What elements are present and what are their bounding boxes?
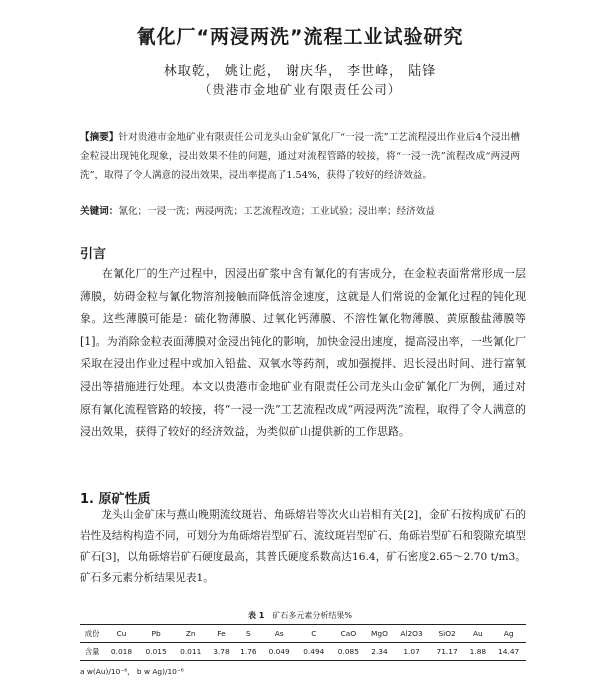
ore-heading: 1. 原矿性质: [80, 492, 151, 507]
table-header-cell: As: [262, 625, 297, 643]
abstract: [80, 128, 520, 185]
table-cell: 0.049: [262, 643, 297, 661]
table-caption: [0, 610, 600, 621]
intro-heading: 引言: [80, 247, 107, 262]
composition-table: [80, 624, 526, 661]
table-cell: 2.34: [366, 643, 394, 661]
keywords-label: 关键词：: [80, 206, 119, 217]
table-cell: 0.011: [173, 643, 208, 661]
affiliation: （贵港市金地矿业有限责任公司）: [198, 82, 402, 97]
table-caption-text: 矿石多元素分析结果: [272, 611, 345, 620]
paper-title: 氰化厂“两浸两洗”流程工业试验研究: [136, 26, 464, 48]
table-cell: 含量: [80, 643, 104, 661]
table-cell: 1.88: [464, 643, 491, 661]
author-list: 林取乾， 姚让彪， 谢庆华， 李世峰， 陆锋: [163, 64, 437, 79]
table-footnote: a w(Au)/10⁻⁶， b w Ag)/10⁻⁶: [80, 667, 184, 676]
table-cell: 3.78: [208, 643, 235, 661]
abstract-label: 【摘要】: [80, 132, 119, 143]
table-cell: 1.76: [235, 643, 262, 661]
keywords-text: 氰化；一浸一洗；两浸两洗；工艺流程改造；工业试验；浸出率；经济效益: [118, 206, 435, 217]
table-header-cell: Au: [464, 625, 491, 643]
table-number: 表 1: [248, 611, 265, 620]
keywords: [80, 205, 520, 219]
table-header-cell: CaO: [331, 625, 366, 643]
table-header-cell: Ag: [491, 625, 526, 643]
table-cell: 0.494: [296, 643, 331, 661]
table-cell: 14.47: [491, 643, 526, 661]
table-header-cell: Pb: [139, 625, 174, 643]
ore-paragraph: 龙头山金矿床与燕山晚期流纹斑岩、角砾熔岩等次火山岩相有关[2]，金矿石按构成矿石的岩性及结构构造不同，可划分为角砾熔岩型矿石、流纹斑岩型矿石、角砾岩型矿石和裂隙充填型矿石[3]，以角砾熔岩矿石硬度最高，其普氏硬度系数高达16.4，矿石密度2.65～2.70 t/m3。矿石多元素分析结果见表1。: [80, 509, 526, 584]
table-header-cell: S: [235, 625, 262, 643]
intro-paragraph: 在氰化厂的生产过程中，因浸出矿浆中含有氰化的有害成分，在金粒表面常常形成一层薄膜，妨碍金粒与氰化物溶剂接触而降低溶金速度，这就是人们常说的金氰化过程的钝化现象。这些薄膜可能是：硫化物薄膜、过氧化钙薄膜、不溶性氰化物薄膜、黄原酸盐薄膜等[1]。为消除金粒表面薄膜对金浸出钝化的影响，加快金浸出速度，提高浸出率，一些氰化厂采取在浸出作业过程中或加入铅盐、双氧水等药剂，或加强搅拌、迟长浸出时间、进行富氧浸出等措施进行处理。本文以贵港市金地矿业有限责任公司龙头山金矿氰化厂为例，通过对原有氰化流程管路的较接，将“一浸一洗”工艺流程改成“两浸两洗”流程，取得了令人满意的浸出效果，获得了较好的经济效益，为类似矿山提供新的工作思路。: [80, 267, 526, 439]
table-header-row: [80, 625, 526, 643]
table-header-cell: Fe: [208, 625, 235, 643]
table-header-cell: 成份: [80, 625, 104, 643]
abstract-text: 针对贵港市金地矿业有限责任公司龙头山金矿氰化厂“一浸一洗”工艺流程浸出作业后4个浸出槽金粒浸出现钝化现象，浸出效果不佳的问题，通过对流程管路的较接，将“一浸一洗”流程改成“两浸两洗”，取得了令人满意的浸出效果，浸出率提高了1.54%，获得了较好的经济效益。: [80, 132, 520, 181]
table-caption-unit: %: [344, 611, 352, 620]
table-cell: 0.085: [331, 643, 366, 661]
table-cell: 71.17: [430, 643, 465, 661]
table-header-cell: SiO2: [430, 625, 465, 643]
table-cell: 0.015: [139, 643, 174, 661]
table-header-cell: Cu: [104, 625, 139, 643]
table-row: [80, 643, 526, 661]
table-header-cell: Al2O3: [393, 625, 430, 643]
table-cell: 1.07: [393, 643, 430, 661]
table-header-cell: MgO: [366, 625, 394, 643]
table-header-cell: C: [296, 625, 331, 643]
table-header-cell: Zn: [173, 625, 208, 643]
table-cell: 0.018: [104, 643, 139, 661]
